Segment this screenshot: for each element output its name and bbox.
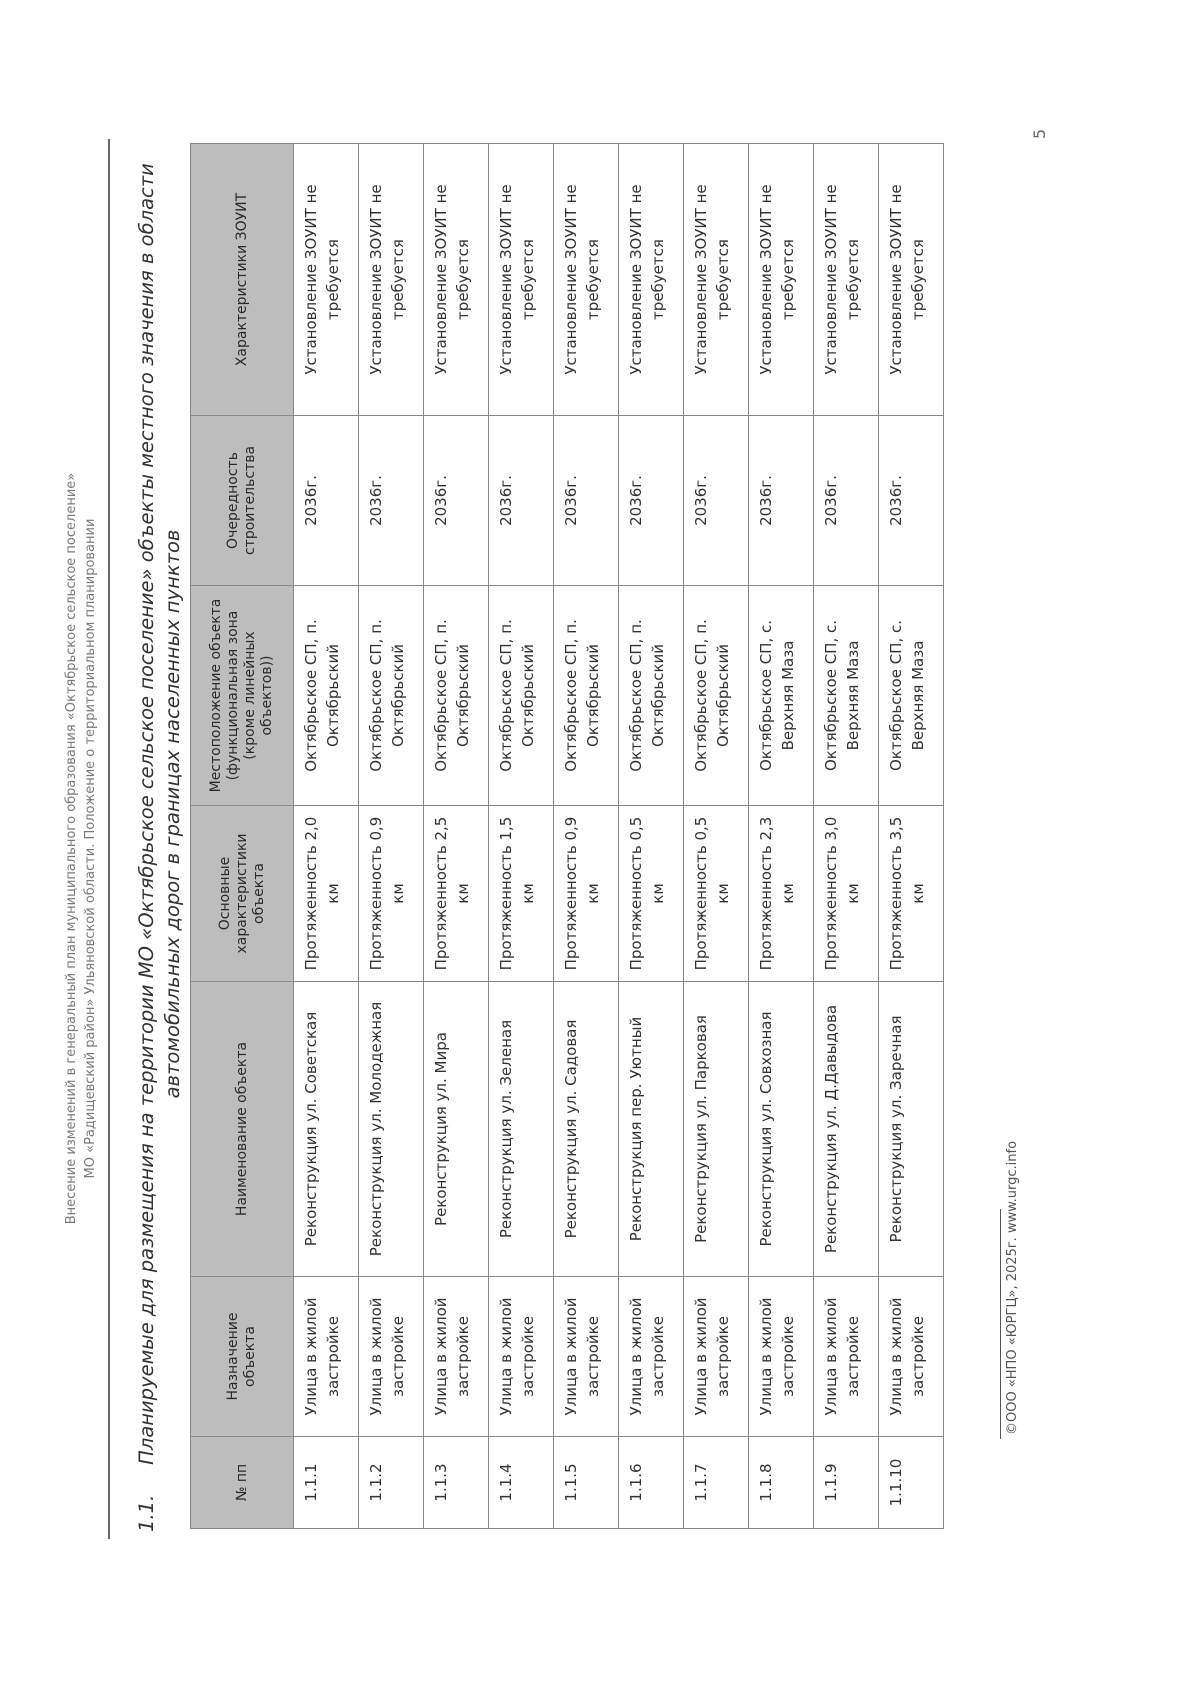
cell-purpose: Улица в жилой застройке — [294, 1277, 359, 1437]
cell-characteristics: Протяженность 3,0 км — [814, 806, 879, 982]
cell-number: 1.1.10 — [879, 1437, 944, 1529]
cell-purpose: Улица в жилой застройке — [814, 1277, 879, 1437]
table-row — [359, 144, 424, 1529]
cell-zouit: Установление ЗОУИТ не требуется — [684, 144, 749, 416]
cell-number: 1.1.4 — [489, 1437, 554, 1529]
cell-zouit: Установление ЗОУИТ не требуется — [749, 144, 814, 416]
cell-name: Реконструкция ул. Д.Давыдова — [814, 982, 879, 1277]
cell-zouit: Установление ЗОУИТ не требуется — [359, 144, 424, 416]
cell-name: Реконструкция ул. Парковая — [684, 982, 749, 1277]
table-row — [619, 144, 684, 1529]
table-row — [554, 144, 619, 1529]
cell-stage: 2036г. — [294, 416, 359, 586]
col-header-stage: Очередность строительства — [191, 416, 294, 586]
cell-purpose: Улица в жилой застройке — [684, 1277, 749, 1437]
cell-name: Реконструкция ул. Садовая — [554, 982, 619, 1277]
cell-number: 1.1.3 — [424, 1437, 489, 1529]
cell-stage: 2036г. — [489, 416, 554, 586]
table-row — [294, 144, 359, 1529]
cell-characteristics: Протяженность 0,5 км — [619, 806, 684, 982]
cell-zouit: Установление ЗОУИТ не требуется — [424, 144, 489, 416]
cell-purpose: Улица в жилой застройке — [619, 1277, 684, 1437]
col-header-purpose: Назначение объекта — [191, 1277, 294, 1437]
cell-location: Октябрьское СП, п. Октябрьский — [684, 586, 749, 806]
cell-location: Октябрьское СП, п. Октябрьский — [489, 586, 554, 806]
col-header-zouit: Характеристики ЗОУИТ — [191, 144, 294, 416]
cell-location: Октябрьское СП, п. Октябрьский — [619, 586, 684, 806]
footer-copyright: ©ООО «НПО «ЮРГЦ», 2025г. www.urgc.info — [1005, 1140, 1020, 1435]
cell-number: 1.1.2 — [359, 1437, 424, 1529]
cell-name: Реконструкция ул. Заречная — [879, 982, 944, 1277]
cell-name: Реконструкция ул. Совхозная — [749, 982, 814, 1277]
cell-name: Реконструкция ул. Зеленая — [489, 982, 554, 1277]
cell-purpose: Улица в жилой застройке — [879, 1277, 944, 1437]
cell-name: Реконструкция ул. Молодежная — [359, 982, 424, 1277]
cell-purpose: Улица в жилой застройке — [489, 1277, 554, 1437]
cell-number: 1.1.6 — [619, 1437, 684, 1529]
section-number: 1.1. — [135, 1494, 158, 1532]
cell-zouit: Установление ЗОУИТ не требуется — [294, 144, 359, 416]
cell-number: 1.1.8 — [749, 1437, 814, 1529]
cell-stage: 2036г. — [359, 416, 424, 586]
table-row — [424, 144, 489, 1529]
roads-table — [190, 143, 944, 1529]
cell-purpose: Улица в жилой застройке — [554, 1277, 619, 1437]
cell-stage: 2036г. — [814, 416, 879, 586]
footer-divider — [1000, 1209, 1001, 1439]
cell-stage: 2036г. — [424, 416, 489, 586]
cell-zouit: Установление ЗОУИТ не требуется — [879, 144, 944, 416]
cell-characteristics: Протяженность 1,5 км — [489, 806, 554, 982]
header-divider — [108, 139, 110, 1539]
cell-characteristics: Протяженность 2,3 км — [749, 806, 814, 982]
table-row — [684, 144, 749, 1529]
cell-stage: 2036г. — [619, 416, 684, 586]
cell-characteristics: Протяженность 3,5 км — [879, 806, 944, 982]
table-row — [879, 144, 944, 1529]
header-line-2: МО «Радищевский район» Ульяновской области. Положение о территориальном планировании — [83, 518, 98, 1179]
cell-stage: 2036г. — [554, 416, 619, 586]
col-header-characteristics: Основные характеристики объекта — [191, 806, 294, 982]
col-header-location: Местоположение объекта (функциональная зона (кроме линейных объектов)) — [191, 586, 294, 806]
cell-stage: 2036г. — [749, 416, 814, 586]
cell-characteristics: Протяженность 0,5 км — [684, 806, 749, 982]
cell-purpose: Улица в жилой застройке — [424, 1277, 489, 1437]
cell-number: 1.1.9 — [814, 1437, 879, 1529]
cell-characteristics: Протяженность 2,0 км — [294, 806, 359, 982]
cell-zouit: Установление ЗОУИТ не требуется — [489, 144, 554, 416]
table-body — [294, 144, 944, 1529]
cell-zouit: Установление ЗОУИТ не требуется — [619, 144, 684, 416]
col-header-number: № пп — [191, 1437, 294, 1529]
cell-number: 1.1.7 — [684, 1437, 749, 1529]
cell-location: Октябрьское СП, с. Верхняя Маза — [879, 586, 944, 806]
table-header-row — [191, 144, 294, 1529]
running-header — [62, 0, 100, 1697]
cell-stage: 2036г. — [879, 416, 944, 586]
cell-zouit: Установление ЗОУИТ не требуется — [814, 144, 879, 416]
cell-location: Октябрьское СП, п. Октябрьский — [359, 586, 424, 806]
header-line-1: Внесение изменений в генеральный план муниципального образования «Октябрьское сельское поселение» — [64, 472, 79, 1225]
cell-location: Октябрьское СП, п. Октябрьский — [424, 586, 489, 806]
cell-purpose: Улица в жилой застройке — [749, 1277, 814, 1437]
table-row — [489, 144, 554, 1529]
page-number: 5 — [1030, 128, 1049, 139]
table-row — [749, 144, 814, 1529]
cell-location: Октябрьское СП, п. Октябрьский — [294, 586, 359, 806]
col-header-name: Наименование объекта — [191, 982, 294, 1277]
table-row — [814, 144, 879, 1529]
cell-name: Реконструкция ул. Советская — [294, 982, 359, 1277]
cell-stage: 2036г. — [684, 416, 749, 586]
cell-location: Октябрьское СП, п. Октябрьский — [554, 586, 619, 806]
cell-location: Октябрьское СП, с. Верхняя Маза — [814, 586, 879, 806]
cell-characteristics: Протяженность 0,9 км — [554, 806, 619, 982]
cell-number: 1.1.1 — [294, 1437, 359, 1529]
cell-location: Октябрьское СП, с. Верхняя Маза — [749, 586, 814, 806]
section-title: Планируемые для размещения на территории МО «Октябрьское сельское поселение» объекты местного значения в области автомобильных дорог в границах населенных пунктов — [135, 163, 184, 1465]
cell-zouit: Установление ЗОУИТ не требуется — [554, 144, 619, 416]
cell-characteristics: Протяженность 2,5 км — [424, 806, 489, 982]
cell-purpose: Улица в жилой застройке — [359, 1277, 424, 1437]
cell-characteristics: Протяженность 0,9 км — [359, 806, 424, 982]
cell-name: Реконструкция пер. Уютный — [619, 982, 684, 1277]
cell-name: Реконструкция ул. Мира — [424, 982, 489, 1277]
cell-number: 1.1.5 — [554, 1437, 619, 1529]
